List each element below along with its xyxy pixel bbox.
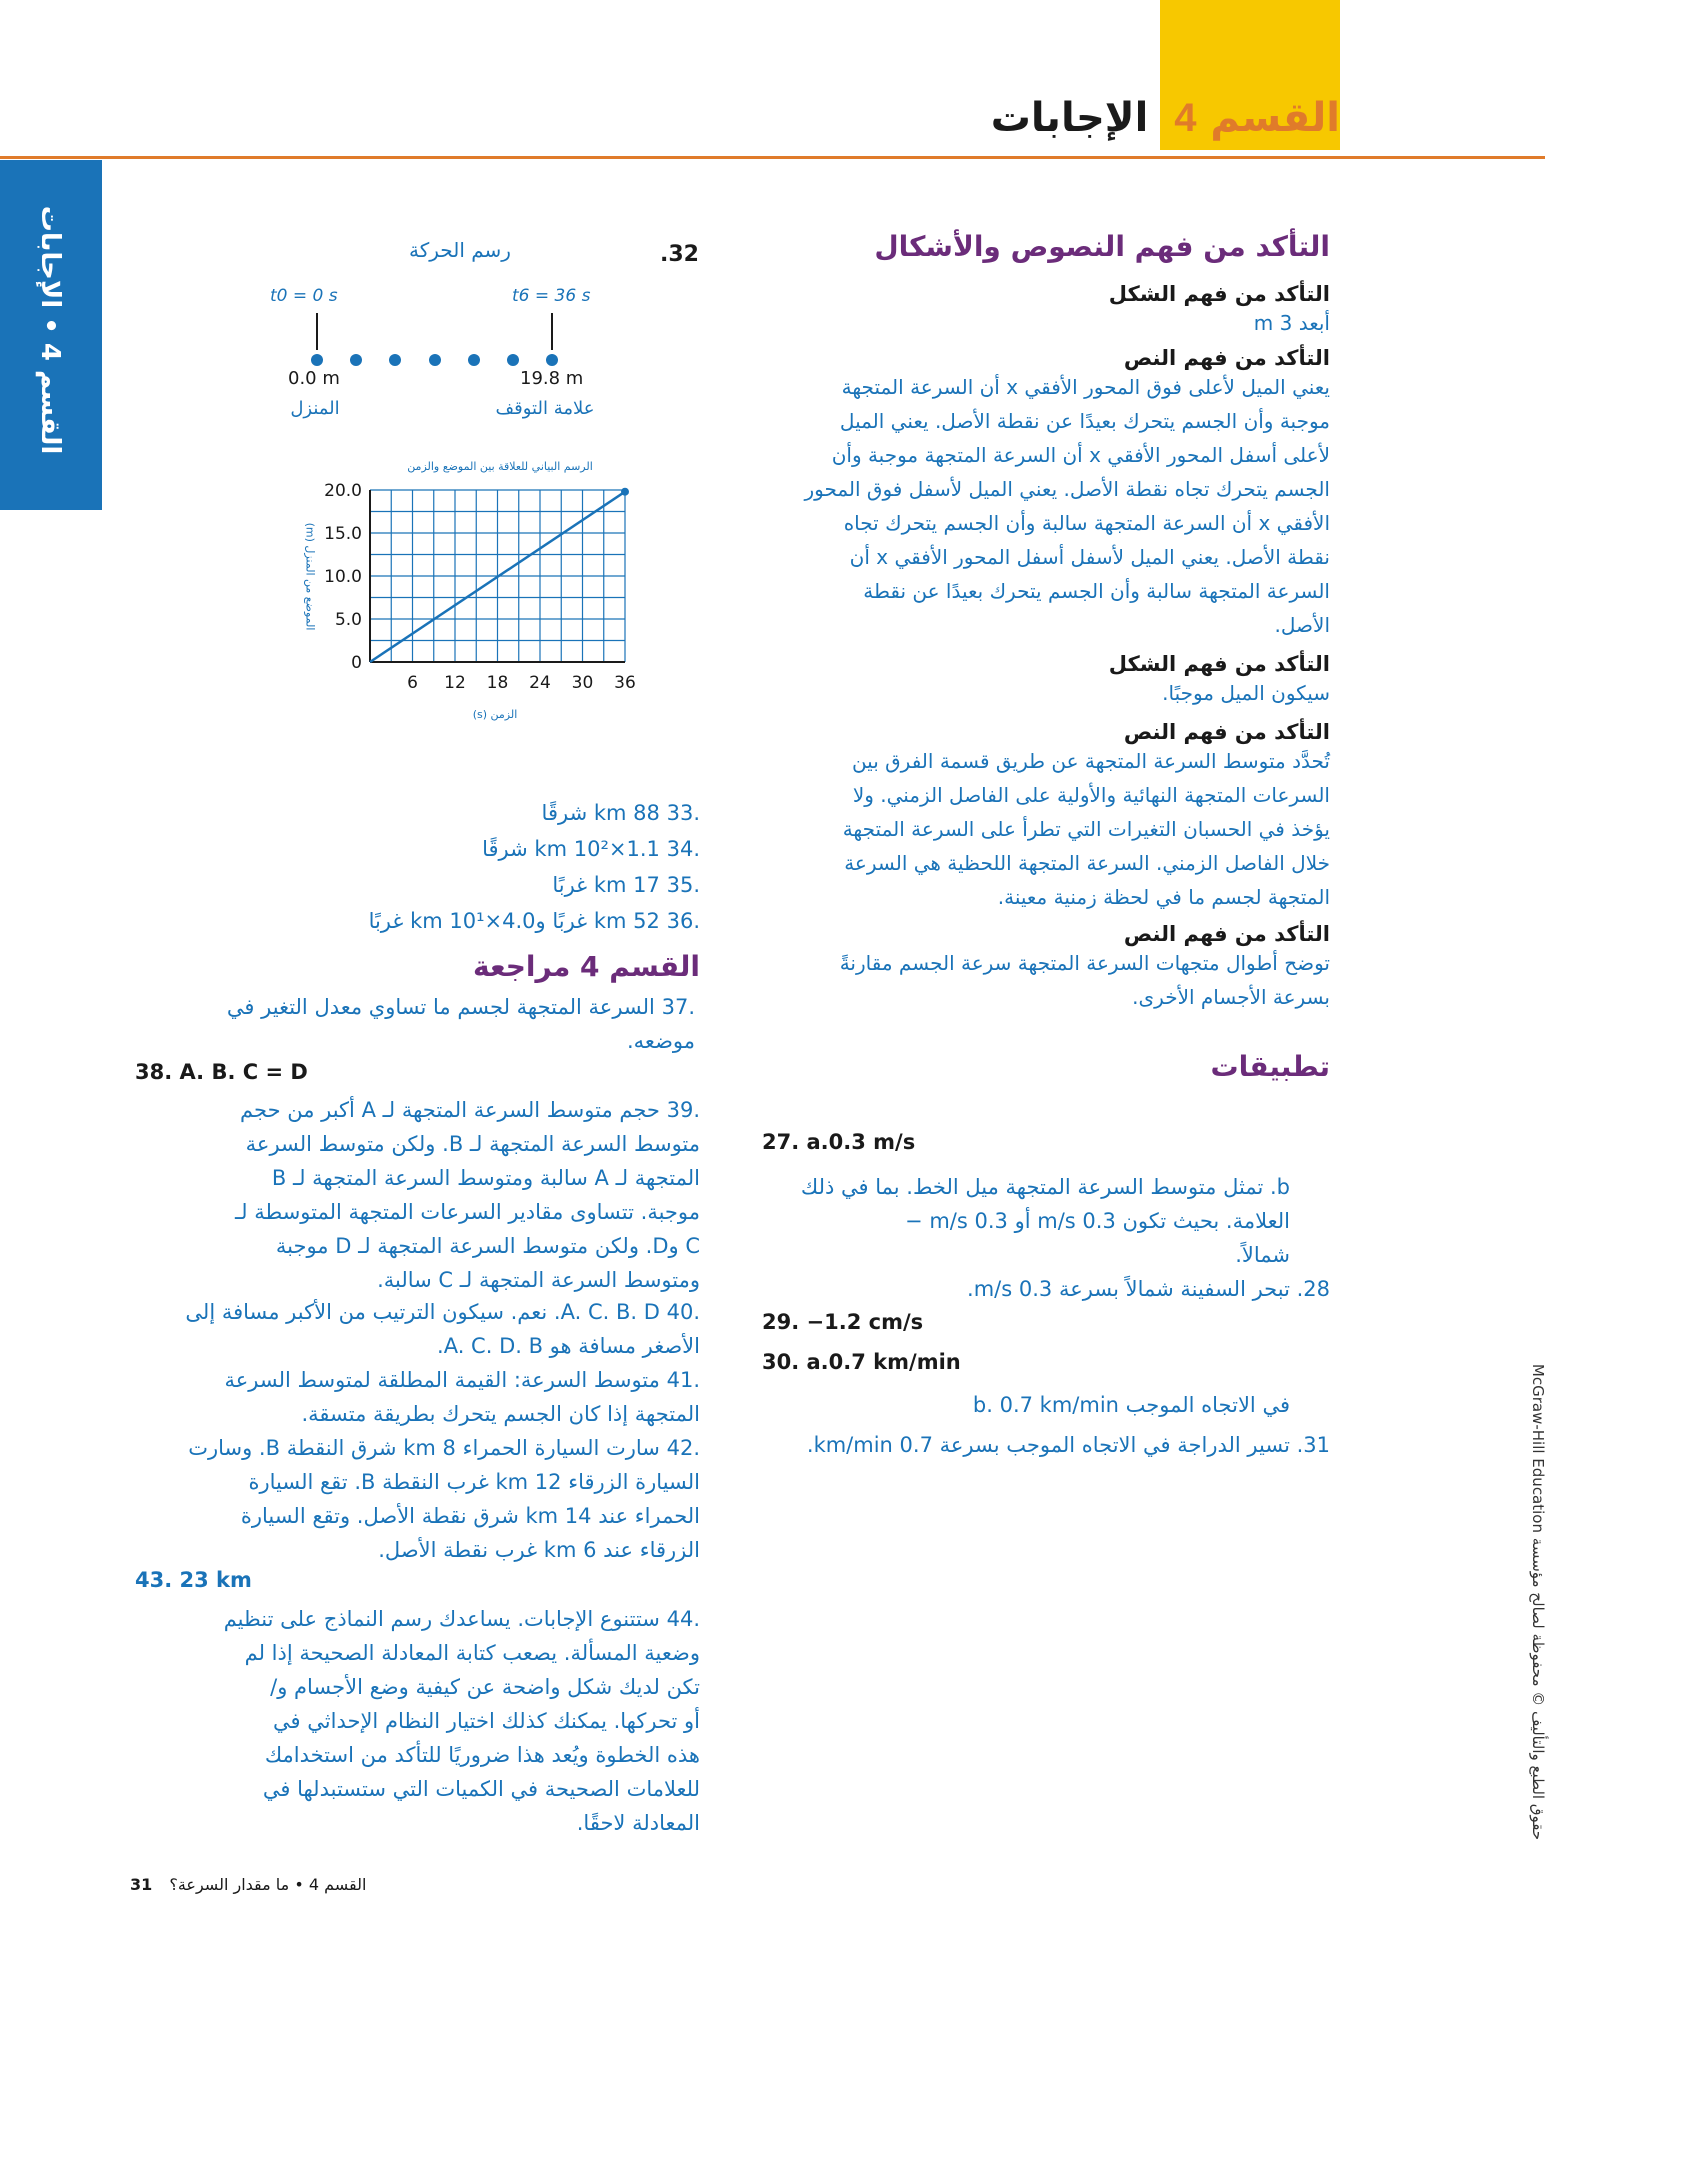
- motion-dot: [389, 354, 401, 366]
- motion-dot: [429, 354, 441, 366]
- line: يعني الميل لأعلى فوق المحور الأفقي x أن السرعة المتجهة: [841, 375, 1330, 399]
- q38: 38. A. B. C = D: [135, 1060, 308, 1084]
- line: المتجهة لجسم ما في لحظة زمنية معينة.: [997, 885, 1330, 909]
- motion-t6-label: t6 = 36 s: [512, 286, 591, 306]
- q39: [140, 1093, 700, 1297]
- line: الزرقاء عند 6 km غرب نقطة الأصل.: [378, 1538, 700, 1562]
- review-title: القسم 4 مراجعة: [472, 950, 700, 983]
- answer-36: .36 52 km غربًا و4.0×10¹ km غربًا: [368, 909, 700, 933]
- q27a: 27. a.0.3 m/s: [762, 1130, 916, 1154]
- line: الحمراء عند 14 km شرق نقطة الأصل. وتقع السيارة: [240, 1504, 700, 1528]
- motion-dot: [311, 354, 323, 366]
- line: توضح أطوال متجهات السرعة المتجهة سرعة الجسم مقارنةً: [839, 951, 1330, 975]
- line: متوسط السرعة المتجهة لـ B. ولكن متوسط السرعة: [245, 1132, 700, 1156]
- answer-33: .33 88 km شرقًا: [541, 801, 700, 825]
- x-tick-label: 18: [486, 673, 509, 693]
- block-5-heading: التأكد من فهم النص: [1123, 922, 1330, 946]
- line: شمالاً.: [1235, 1243, 1290, 1267]
- q41: [140, 1363, 700, 1431]
- block-3-text: سيكون الميل موجبًا.: [1162, 681, 1330, 705]
- motion-x6-label: 19.8 m: [520, 368, 584, 389]
- line: .44 ستتنوع الإجابات. يساعدك رسم النماذج على تنظيم: [223, 1607, 700, 1631]
- q37: [140, 990, 695, 1058]
- line: .40 A. C. B. D. نعم. سيكون الترتيب من الأكبر مسافة إلى: [185, 1300, 700, 1324]
- y-tick-label: 20.0: [324, 481, 362, 501]
- q30a: 30. a.0.7 km/min: [762, 1350, 961, 1374]
- line: تُحدَّد متوسط السرعة المتجهة عن طريق قسمة الفرق بين: [851, 749, 1330, 773]
- block-1-heading: التأكد من فهم الشكل: [1108, 282, 1330, 306]
- line: بسرعة الأجسام الأخرى.: [1132, 985, 1330, 1009]
- header-section-num: 4: [1174, 96, 1197, 140]
- q31: 31. تسير الدراجة في الاتجاه الموجب بسرعة 0.7 km/min.: [806, 1433, 1330, 1457]
- line: السرعات المتجهة النهائية والأولية على الفاصل الزمني. ولا: [852, 783, 1330, 807]
- answers-33-36: [320, 795, 700, 939]
- x-tick-label: 36: [614, 673, 636, 693]
- q28: 28. تبحر السفينة شمالاً بسرعة 0.3 m/s.: [967, 1277, 1330, 1301]
- block-3-heading: التأكد من فهم الشكل: [1108, 652, 1330, 676]
- motion-stop-label: علامة التوقف: [495, 398, 595, 419]
- line: الأفقي x أن السرعة المتجهة سالبة وأن الجسم يتحرك تجاه: [843, 511, 1330, 535]
- graph-xlabel: الزمن (s): [472, 708, 518, 721]
- line: المعادلة لاحقًا.: [576, 1811, 700, 1835]
- graph-title: الرسم البياني للعلاقة بين الموضع والزمن: [407, 460, 593, 473]
- line: ومتوسط السرعة المتجهة لـ C سالبة.: [377, 1268, 700, 1292]
- motion-t0-label: t0 = 0 s: [270, 286, 338, 306]
- line: موجبة وأن الجسم يتحرك بعيدًا عن نقطة الأصل. يعني الميل: [839, 409, 1330, 433]
- footer-text: القسم 4 • ما مقدار السرعة؟: [169, 1875, 367, 1894]
- block-4-text: [755, 744, 1330, 914]
- line: موجبة. تتساوى مقادير السرعات المتجهة المتوسطة لـ: [235, 1200, 700, 1224]
- line: لأعلى أسفل المحور الأفقي x أن السرعة المتجهة موجبة وأن: [831, 443, 1330, 467]
- x-tick-label: 6: [407, 673, 418, 693]
- header-title: [800, 95, 1340, 155]
- data-point: [621, 488, 629, 496]
- header-answers: الإجابات: [990, 95, 1149, 141]
- position-time-graph: [320, 480, 640, 730]
- block-4-heading: التأكد من فهم النص: [1123, 720, 1330, 744]
- motion-home-label: المنزل: [290, 398, 340, 419]
- line: C وD. ولكن متوسط السرعة المتجهة لـ D موجبة: [275, 1234, 700, 1258]
- q32-number: .32: [660, 242, 699, 267]
- answer-34: .34 1.1×10² km شرقًا: [482, 837, 700, 861]
- line: b. تمثل متوسط السرعة المتجهة ميل الخط. بما في ذلك: [800, 1175, 1290, 1199]
- block-2-heading: التأكد من فهم النص: [1123, 346, 1330, 370]
- line: الجسم يتحرك تجاه نقطة الأصل. يعني الميل لأسفل فوق المحور: [804, 477, 1330, 501]
- line: يؤخذ في الحسبان التغيرات التي تطرأ على السرعة المتجهة: [842, 817, 1330, 841]
- block-2-text: [755, 370, 1330, 642]
- copyright-vertical: حقوق الطبع والتأليف © محفوظة لصالح مؤسسة McGraw-Hill Education: [1529, 1363, 1547, 1841]
- y-tick-label: 5.0: [334, 610, 362, 630]
- motion-diagram-title: رسم الحركة: [409, 238, 511, 262]
- line: السرعة المتجهة سالبة وأن الجسم يتحرك بعيدًا عن نقطة: [863, 579, 1330, 603]
- line: .37 السرعة المتجهة لجسم ما تساوي معدل التغير في: [226, 995, 695, 1019]
- line: للعلامات الصحيحة في الكميات التي ستستبدلها في: [262, 1777, 700, 1801]
- line: المتجهة إذا كان الجسم يتحرك بطريقة متسقة.: [301, 1402, 700, 1426]
- line: .42 سارت السيارة الحمراء 8 km شرق النقطة B. وسارت: [188, 1436, 700, 1460]
- applications-title: تطبيقات: [1210, 1050, 1330, 1083]
- line: موضعه.: [627, 1029, 695, 1053]
- header-section-word: القسم: [1210, 95, 1340, 141]
- x-tick-label: 12: [444, 673, 466, 693]
- motion-x0-label: 0.0 m: [288, 368, 340, 389]
- y-tick-label: 0: [351, 653, 362, 673]
- motion-dot: [507, 354, 519, 366]
- footer-page-number: 31: [130, 1875, 153, 1894]
- y-tick-label: 15.0: [324, 524, 362, 544]
- y-tick-label: 10.0: [324, 567, 362, 587]
- side-tab-text: القسم 4 • الإجابات: [35, 205, 65, 455]
- line: .39 حجم متوسط السرعة المتجهة لـ A أكبر من حجم: [240, 1098, 700, 1122]
- motion-dot: [350, 354, 362, 366]
- q30b: b. 0.7 km/min في الاتجاه الموجب: [972, 1393, 1290, 1417]
- line: الأصل.: [1274, 613, 1330, 637]
- q40: [140, 1295, 700, 1363]
- x-tick-label: 24: [529, 673, 551, 693]
- block-5-text: [755, 946, 1330, 1014]
- line: أو تحركها. يمكنك كذلك اختيار النظام الإحداثي في: [273, 1709, 700, 1733]
- line: نقطة الأصل. يعني الميل لأسفل أسفل المحور الأفقي x أن: [849, 545, 1330, 569]
- right-col-title: التأكد من فهم النصوص والأشكال: [874, 230, 1330, 263]
- line: الأصغر مسافة هو A. C. D. B.: [437, 1334, 700, 1358]
- q29: 29. −1.2 cm/s: [762, 1310, 924, 1334]
- motion-dot: [546, 354, 558, 366]
- q42: [140, 1431, 700, 1567]
- line: المتجهة لـ A سالبة ومتوسط السرعة المتجهة لـ B: [271, 1166, 700, 1190]
- block-1-text: أبعد 3 m: [1253, 311, 1330, 335]
- answer-35: .35 17 km غربًا: [552, 873, 700, 897]
- line: هذه الخطوة ويُعد هذا ضروريًا للتأكد من استخدامك: [264, 1743, 700, 1767]
- graph-ylabel: الموضع من المنزل (m): [303, 522, 317, 631]
- line: تكن لديك شكل واضحة عن كيفية وضع الأجسام و/: [270, 1675, 700, 1699]
- x-tick-label: 30: [571, 673, 594, 693]
- q27b: [780, 1170, 1290, 1272]
- line: السيارة الزرقاء 12 km غرب النقطة B. تقع السيارة: [248, 1470, 700, 1494]
- q44: [140, 1602, 700, 1840]
- footer: [130, 1875, 450, 1894]
- line: خلال الفاصل الزمني. السرعة المتجهة اللحظية هي السرعة: [844, 851, 1330, 875]
- line: وضعية المسألة. يصعب كتابة المعادلة الصحيحة إذا لم: [244, 1641, 700, 1665]
- right-col: [755, 230, 1330, 1083]
- line: العلامة. بحيث تكون 0.3 m/s أو 0.3 m/s −: [905, 1209, 1290, 1233]
- motion-diagram: [290, 308, 620, 368]
- line: .41 متوسط السرعة: القيمة المطلقة لمتوسط السرعة: [224, 1368, 700, 1392]
- motion-dot: [468, 354, 480, 366]
- header-rule: [0, 156, 1545, 159]
- q43: 43. 23 km: [135, 1568, 252, 1592]
